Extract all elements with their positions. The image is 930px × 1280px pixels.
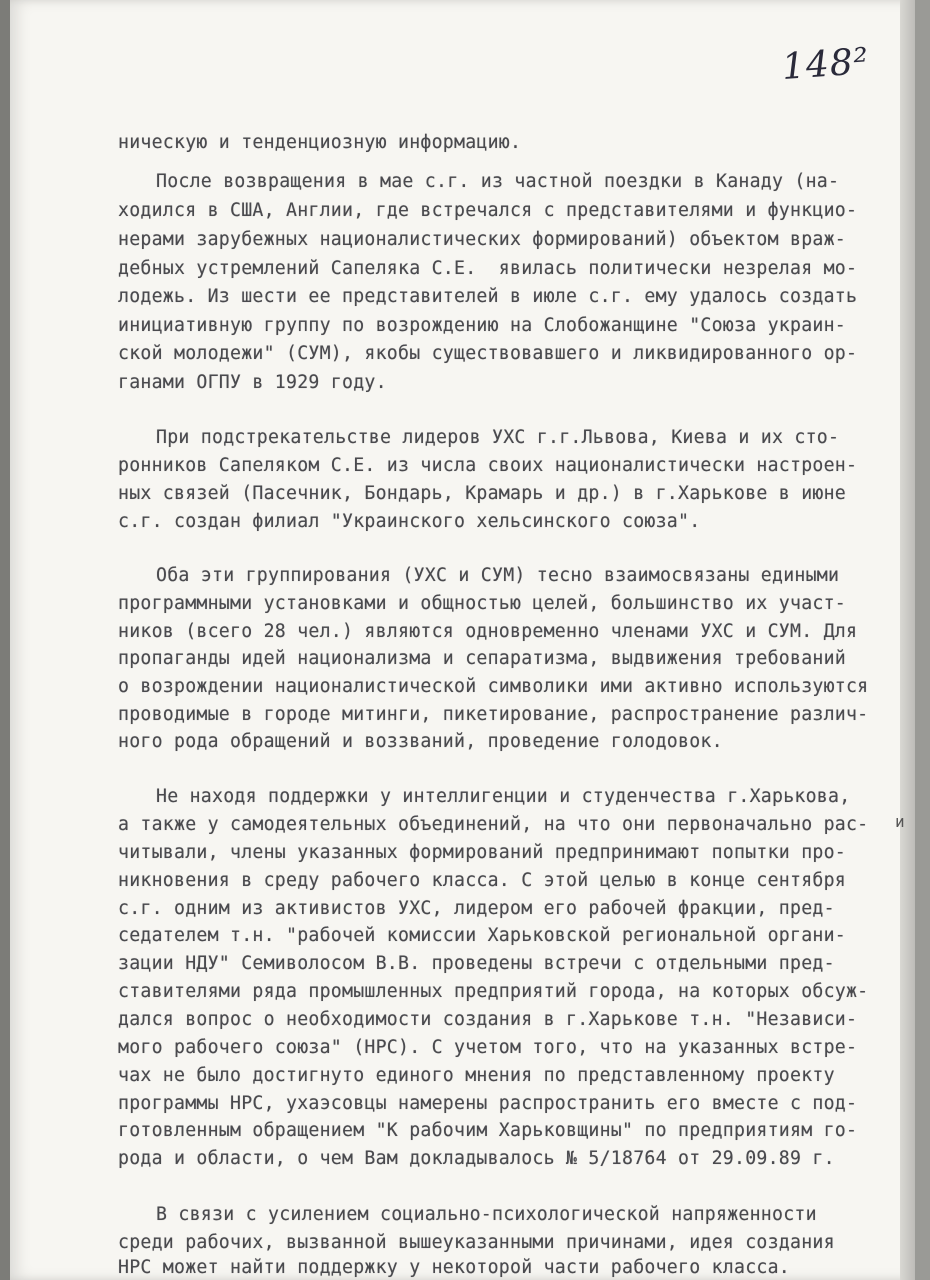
text-line: дался вопрос о необходимости создания в г.Харькове т.н. "Независи- [118, 1009, 858, 1030]
text-line: программы НРС, ухаэсовцы намерены распространить его вместе с под- [118, 1093, 858, 1114]
text-line: Не находя поддержки у интеллигенции и студенчества г.Харькова, [156, 786, 851, 807]
text-line: пропаганды идей национализма и сепаратизма, выдвижения требований [118, 648, 846, 669]
handwritten-page-number: 148² [780, 41, 871, 88]
text-line: ных связей (Пасечник, Бондарь, Крамарь и др.) в г.Харькове в июне [118, 483, 846, 504]
text-line: готовленным обращением "К рабочим Харьковщины" по предприятиям го- [118, 1120, 858, 1141]
text-line: чах не было достигнуто единого мнения по представленному проекту [118, 1065, 835, 1086]
text-line: ставителями ряда промышленных предприятий города, на которых обсуж- [118, 981, 869, 1002]
text-line: НРС может найти поддержку у некоторой части рабочего класса. [118, 1257, 790, 1278]
text-line: с.г. создан филиал "Украинского хельсинского союза". [118, 511, 701, 532]
text-line: ходился в США, Англии, где встречался с представителями и функцио- [118, 200, 858, 221]
text-line: никновения в среду рабочего класса. С этой целью в конце сентября [118, 870, 846, 891]
text-line: седателем т.н. "рабочей комиссии Харьковской региональной органи- [118, 925, 846, 946]
text-line: ской молодежи" (СУМ), якобы существовавшего и ликвидированного ор- [118, 343, 858, 364]
text-line: В связи с усилением социально-психологической напряженности [156, 1204, 817, 1225]
text-line: среди рабочих, вызванной вышеуказанными причинами, идея создания [118, 1232, 835, 1253]
text-line: нерами зарубежных националистических формирований) объектом враж- [118, 229, 846, 250]
scanner-left-edge [0, 0, 10, 1280]
text-line: мого рабочего союза" (НРС). С учетом того, что на указанных встре- [118, 1037, 858, 1058]
text-line: ническую и тенденциозную информацию. [118, 132, 522, 153]
text-line: проводимые в городе митинги, пикетирование, распространение различ- [118, 704, 869, 725]
text-line: с.г. одним из активистов УХС, лидером его рабочей фракции, пред- [118, 898, 835, 919]
text-line: При подстрекательстве лидеров УХС г.г.Львова, Киева и их сто- [156, 427, 840, 448]
text-line: После возвращения в мае с.г. из частной поездки в Канаду (на- [156, 171, 840, 192]
page-right-edge [900, 0, 915, 1280]
text-line: о возрождении националистической символики ими активно используются [118, 676, 869, 697]
text-line: лодежь. Из шести ее представителей в июле с.г. ему удалось создать [118, 286, 858, 307]
text-line: инициативную группу по возрождению на Слобожанщине "Союза украин- [118, 315, 846, 336]
text-line: программными установками и общностью целей, большинство их участ- [118, 593, 846, 614]
text-line: а также у самодеятельных объединений, на что они первоначально рас- [118, 814, 869, 835]
text-line: ганами ОГПУ в 1929 году. [118, 372, 387, 393]
text-line: рода и области, о чем Вам докладывалось № 5/18764 от 29.09.89 г. [118, 1148, 835, 1169]
text-line: дебных устремлений Сапеляка С.Е. явилась политически незрелая мо- [118, 258, 858, 279]
text-line: ников (всего 28 чел.) являются одновременно членами УХС и СУМ. Для [118, 621, 858, 642]
text-line: ронников Сапеляком С.Е. из числа своих националистически настроен- [118, 455, 858, 476]
text-line: читывали, члены указанных формирований предпринимают попытки про- [118, 842, 846, 863]
document-page [10, 0, 915, 1280]
margin-mark: и [895, 812, 905, 831]
text-line: зации НДУ" Семиволосом В.В. проведены встречи с отдельными пред- [118, 953, 835, 974]
text-line: ного рода обращений и воззваний, проведение голодовок. [118, 731, 723, 752]
text-line: Оба эти группирования (УХС и СУМ) тесно взаимосвязаны едиными [156, 565, 840, 586]
